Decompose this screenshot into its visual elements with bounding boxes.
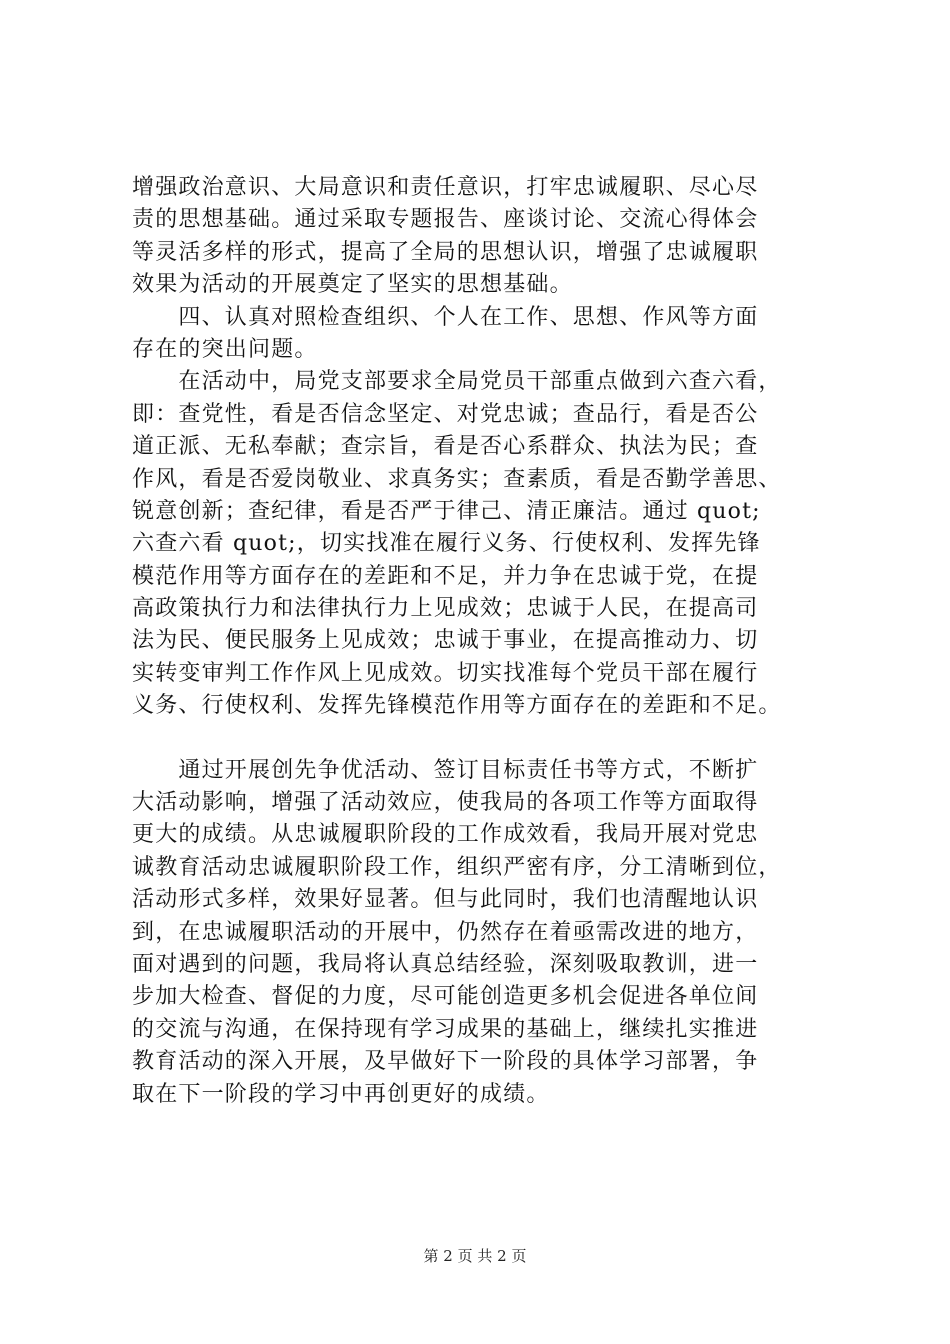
text-line: 面对遇到的问题，我局将认真总结经验，深刻吸取教训，进一 xyxy=(132,951,759,977)
text-line: 通过开展创先争优活动、签订目标责任书等方式，不断扩 xyxy=(132,757,759,783)
paragraph-1 xyxy=(132,172,832,302)
text-line: 增强政治意识、大局意识和责任意识，打牢忠诚履职、尽心尽 xyxy=(132,175,759,200)
text-line: 教育活动的深入开展，及早做好下一阶段的具体学习部署，争 xyxy=(132,1049,759,1075)
paragraph-4 xyxy=(132,755,832,1111)
text-line: 即：查党性，看是否信念坚定、对党忠诚；查品行，看是否公 xyxy=(132,401,759,427)
section-heading-4 xyxy=(132,302,832,367)
text-line: 六查六看 quot;，切实找准在履行义务、行使权利、发挥先锋 xyxy=(132,531,761,557)
text-line: 效果为活动的开展奠定了坚实的思想基础。 xyxy=(132,272,573,298)
text-line: 义务、行使权利、发挥先锋模范作用等方面存在的差距和不足。 xyxy=(132,693,782,719)
text-line: 的交流与沟通，在保持现有学习成果的基础上，继续扎实推进 xyxy=(132,1016,759,1042)
document-body xyxy=(132,172,832,1111)
text-line: 道正派、无私奉献；查宗旨，看是否心系群众、执法为民；查 xyxy=(132,434,759,460)
page-number-label: 第 2 页 共 2 页 xyxy=(423,1247,527,1265)
text-line: 取在下一阶段的学习中再创更好的成绩。 xyxy=(132,1081,550,1107)
text-line: 到，在忠诚履职活动的开展中，仍然存在着亟需改进的地方， xyxy=(132,919,759,945)
text-line: 高政策执行力和法律执行力上见成效；忠诚于人民，在提高司 xyxy=(132,596,759,622)
text-line: 实转变审判工作作风上见成效。切实找准每个党员干部在履行 xyxy=(132,660,759,686)
text-line: 活动形式多样，效果好显著。但与此同时，我们也清醒地认识 xyxy=(132,887,759,913)
text-line: 步加大检查、督促的力度，尽可能创造更多机会促进各单位间 xyxy=(132,984,759,1010)
text-line: 更大的成绩。从忠诚履职阶段的工作成效看，我局开展对党忠 xyxy=(132,822,759,848)
paragraph-spacer xyxy=(132,723,832,755)
text-line: 作风，看是否爱岗敬业、求真务实；查素质，看是否勤学善思、 xyxy=(132,466,782,492)
text-line: 模范作用等方面存在的差距和不足，并力争在忠诚于党，在提 xyxy=(132,563,759,589)
text-line: 法为民、便民服务上见成效；忠诚于事业，在提高推动力、切 xyxy=(132,628,759,654)
text-line: 大活动影响，增强了活动效应，使我局的各项工作等方面取得 xyxy=(132,790,759,816)
text-line: 诚教育活动忠诚履职阶段工作，组织严密有序，分工清晰到位， xyxy=(132,854,782,880)
text-line: 锐意创新；查纪律，看是否严于律己、清正廉洁。通过 quot; xyxy=(132,498,761,524)
text-line: 责的思想基础。通过采取专题报告、座谈讨论、交流心得体会 xyxy=(132,207,759,233)
paragraph-3 xyxy=(132,366,832,722)
page-footer xyxy=(0,1245,950,1266)
text-line: 等灵活多样的形式，提高了全局的思想认识，增强了忠诚履职 xyxy=(132,239,759,265)
text-line: 在活动中，局党支部要求全局党员干部重点做到六查六看， xyxy=(132,369,782,395)
text-line: 四、认真对照检查组织、个人在工作、思想、作风等方面 xyxy=(132,304,759,330)
text-line: 存在的突出问题。 xyxy=(132,336,318,362)
